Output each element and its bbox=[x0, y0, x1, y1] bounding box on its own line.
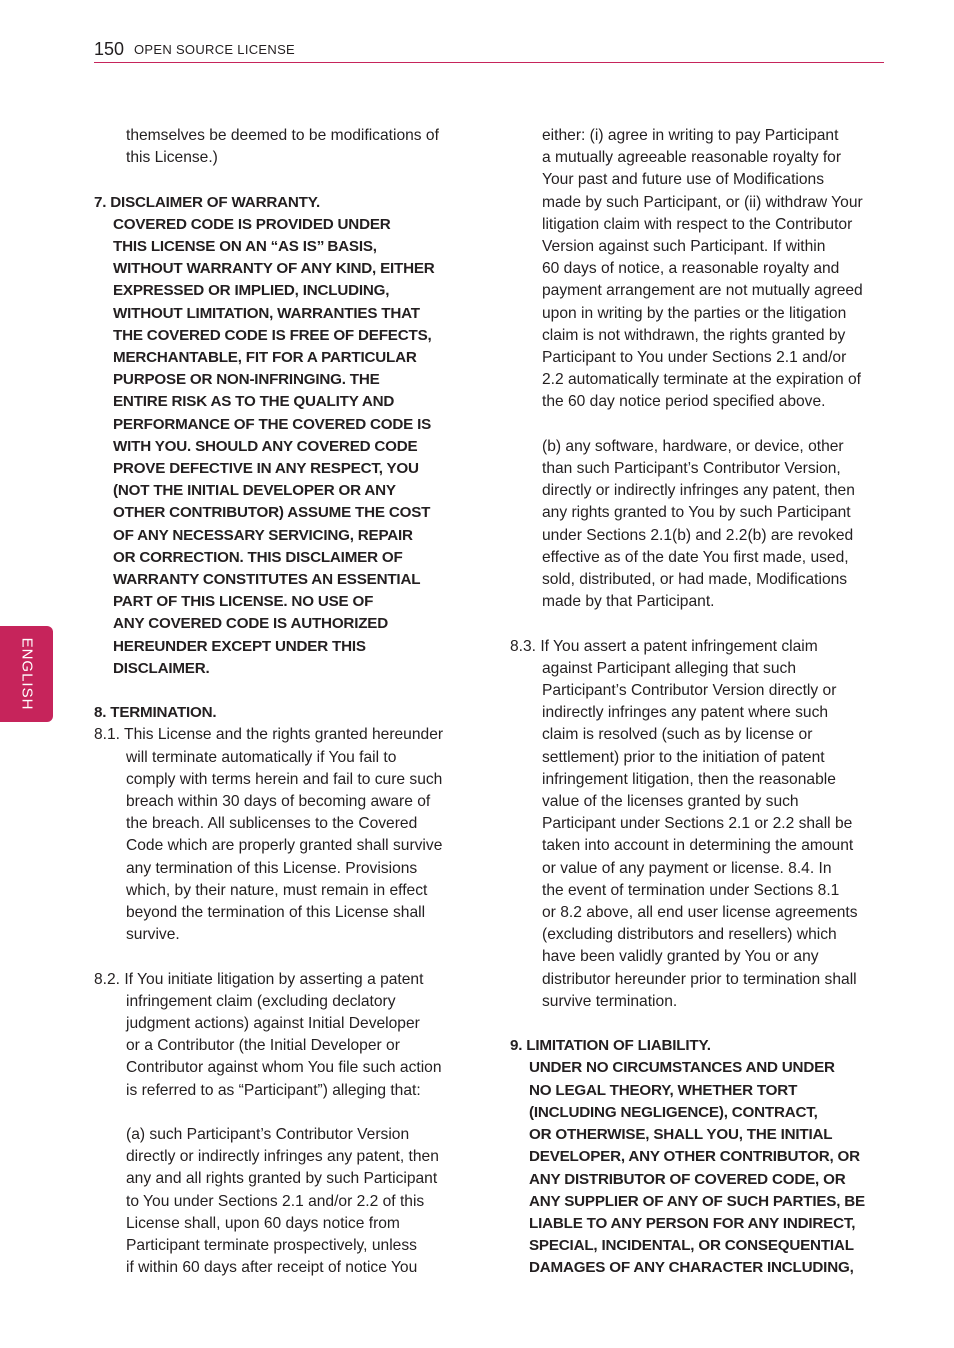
text-line: WITHOUT LIMITATION, WARRANTIES THAT bbox=[113, 304, 420, 322]
text-line: EXPRESSED OR IMPLIED, INCLUDING, bbox=[113, 282, 390, 300]
paragraph-continuation bbox=[94, 125, 474, 169]
clause-8-2-a bbox=[94, 1124, 474, 1279]
section-heading: 8. TERMINATION. bbox=[94, 704, 217, 722]
text-line: 60 days of notice, a reasonable royalty and bbox=[542, 260, 840, 278]
text-line: to You under Sections 2.1 and/or 2.2 of this bbox=[126, 1192, 425, 1210]
text-line: NO LEGAL THEORY, WHETHER TORT bbox=[529, 1081, 798, 1099]
clause-8-2 bbox=[94, 969, 474, 1102]
text-line: Contributor against whom You file such action bbox=[126, 1059, 442, 1077]
text-line: ANY DISTRIBUTOR OF COVERED CODE, OR bbox=[529, 1170, 846, 1188]
text-line: Your past and future use of Modifications bbox=[542, 171, 825, 189]
text-line: taken into account in determining the amount bbox=[542, 837, 854, 855]
text-line: the 60 day notice period specified above. bbox=[542, 393, 826, 411]
text-line: directly or indirectly infringes any patent, then bbox=[542, 482, 855, 500]
text-line: Version against such Participant. If within bbox=[542, 238, 826, 256]
text-line: made by such Participant, or (ii) withdraw Your bbox=[542, 193, 863, 211]
text-line: the breach. All sublicenses to the Covered bbox=[126, 815, 418, 833]
text-line: Participant terminate prospectively, unless bbox=[126, 1237, 417, 1255]
left-column bbox=[94, 125, 474, 1280]
section-7-disclaimer bbox=[94, 192, 474, 680]
text-line: MERCHANTABLE, FIT FOR A PARTICULAR bbox=[113, 349, 417, 367]
text-line: PURPOSE OR NON-INFRINGING. THE bbox=[113, 371, 380, 389]
text-line: is referred to as “Participant”) alleging that: bbox=[126, 1081, 421, 1099]
text-line: any and all rights granted by such Participant bbox=[126, 1170, 438, 1188]
text-line: WITHOUT WARRANTY OF ANY KIND, EITHER bbox=[113, 260, 435, 278]
text-line: 8.2. If You initiate litigation by asserting a patent bbox=[94, 970, 424, 988]
text-line: DAMAGES OF ANY CHARACTER INCLUDING, bbox=[529, 1259, 854, 1277]
text-line: survive termination. bbox=[542, 992, 678, 1010]
text-line: under Sections 2.1(b) and 2.2(b) are revoked bbox=[542, 526, 854, 544]
text-line: DEVELOPER, ANY OTHER CONTRIBUTOR, OR bbox=[529, 1148, 860, 1166]
text-line: themselves be deemed to be modifications of bbox=[126, 127, 439, 144]
text-line: OR CORRECTION. THIS DISCLAIMER OF bbox=[113, 548, 403, 566]
text-line: OR OTHERWISE, SHALL YOU, THE INITIAL bbox=[529, 1126, 833, 1144]
text-line: comply with terms herein and fail to cure such bbox=[126, 770, 443, 788]
text-line: License shall, upon 60 days notice from bbox=[126, 1214, 400, 1232]
text-line: claim is not withdrawn, the rights granted by bbox=[542, 326, 846, 344]
text-line: UNDER NO CIRCUMSTANCES AND UNDER bbox=[529, 1059, 835, 1077]
text-line: PROVE DEFECTIVE IN ANY RESPECT, YOU bbox=[113, 460, 419, 478]
section-heading: 9. LIMITATION OF LIABILITY. bbox=[510, 1037, 711, 1055]
text-line: will terminate automatically if You fail to bbox=[126, 748, 397, 766]
text-line: DISCLAIMER. bbox=[113, 659, 210, 677]
text-line: breach within 30 days of becoming aware of bbox=[126, 793, 431, 811]
language-tab-label: ENGLISH bbox=[18, 637, 36, 711]
text-line: which, by their nature, must remain in effect bbox=[126, 881, 428, 899]
text-line: litigation claim with respect to the Contributor bbox=[542, 215, 853, 233]
text-line: infringement litigation, then the reasonable bbox=[542, 770, 836, 788]
text-line: sold, distributed, or had made, Modifications bbox=[542, 571, 848, 589]
text-line: 8.1. This License and the rights granted hereunder bbox=[94, 726, 444, 744]
text-line: ENTIRE RISK AS TO THE QUALITY AND bbox=[113, 393, 395, 411]
text-line: (b) any software, hardware, or device, other bbox=[542, 437, 844, 455]
text-line: ANY SUPPLIER OF ANY OF SUCH PARTIES, BE bbox=[529, 1192, 865, 1210]
section-title: OPEN SOURCE LICENSE bbox=[134, 42, 296, 57]
text-line: Code which are properly granted shall survive bbox=[126, 837, 443, 855]
text-line: the event of termination under Sections 8.1 bbox=[542, 881, 840, 899]
text-line: effective as of the date You first made, used, bbox=[542, 548, 849, 566]
text-line: LIABLE TO ANY PERSON FOR ANY INDIRECT, bbox=[529, 1214, 856, 1232]
text-line: beyond the termination of this License shall bbox=[126, 904, 426, 922]
page-number: 150 bbox=[94, 39, 125, 59]
text-line: WITH YOU. SHOULD ANY COVERED CODE bbox=[113, 437, 418, 455]
text-line: OF ANY NECESSARY SERVICING, REPAIR bbox=[113, 526, 413, 544]
paragraph-continuation bbox=[510, 125, 890, 414]
section-9-limitation bbox=[510, 1035, 890, 1279]
text-line: Participant’s Contributor Version directly or bbox=[542, 682, 837, 700]
text-line: PART OF THIS LICENSE. NO USE OF bbox=[113, 593, 374, 611]
text-line: payment arrangement are not mutually agreed bbox=[542, 282, 863, 300]
text-line: ANY COVERED CODE IS AUTHORIZED bbox=[113, 615, 388, 633]
text-line: PERFORMANCE OF THE COVERED CODE IS bbox=[113, 415, 432, 433]
text-line: judgment actions) against Initial Developer bbox=[126, 1015, 420, 1033]
text-line: or 8.2 above, all end user license agreements bbox=[542, 904, 858, 922]
text-line: Participant to You under Sections 2.1 and/or bbox=[542, 349, 847, 367]
text-line: COVERED CODE IS PROVIDED UNDER bbox=[113, 215, 391, 233]
text-line: survive. bbox=[126, 926, 180, 944]
text-line: value of the licenses granted by such bbox=[542, 793, 799, 811]
text-line: infringement claim (excluding declatory bbox=[126, 992, 396, 1010]
text-line: WARRANTY CONSTITUTES AN ESSENTIAL bbox=[113, 571, 421, 589]
text-line: upon in writing by the parties or the litigation bbox=[542, 304, 847, 322]
text-line: claim is resolved (such as by license or bbox=[542, 726, 813, 744]
text-line: or value of any payment or license. 8.4. In bbox=[542, 859, 832, 877]
text-line: THIS LICENSE ON AN “AS IS’’ BASIS, bbox=[113, 238, 377, 255]
text-line: directly or indirectly infringes any patent, then bbox=[126, 1148, 439, 1166]
page-header bbox=[94, 38, 884, 64]
right-column bbox=[510, 125, 890, 1280]
text-line: settlement) prior to the initiation of patent bbox=[542, 748, 825, 766]
text-line: have been validly granted by You or any bbox=[542, 948, 819, 966]
section-heading: 7. DISCLAIMER OF WARRANTY. bbox=[94, 193, 320, 211]
text-line: any termination of this License. Provisions bbox=[126, 859, 418, 877]
text-line: SPECIAL, INCIDENTAL, OR CONSEQUENTIAL bbox=[529, 1237, 854, 1255]
text-line: or a Contributor (the Initial Developer or bbox=[126, 1037, 400, 1055]
text-line: either: (i) agree in writing to pay Participant bbox=[542, 127, 839, 144]
text-line: (NOT THE INITIAL DEVELOPER OR ANY bbox=[113, 482, 396, 500]
text-line: OTHER CONTRIBUTOR) ASSUME THE COST bbox=[113, 504, 431, 522]
text-line: HEREUNDER EXCEPT UNDER THIS bbox=[113, 637, 366, 655]
text-line: indirectly infringes any patent where such bbox=[542, 704, 829, 722]
text-line: Participant under Sections 2.1 or 2.2 shall be bbox=[542, 815, 853, 833]
text-line: this License.) bbox=[126, 149, 218, 167]
text-line: any rights granted to You by such Participant bbox=[542, 504, 851, 522]
text-line: than such Participant’s Contributor Version, bbox=[542, 460, 841, 478]
text-line: 2.2 automatically terminate at the expiration of bbox=[542, 371, 861, 389]
text-line: (excluding distributors and resellers) which bbox=[542, 926, 837, 944]
text-line: 8.3. If You assert a patent infringement claim bbox=[510, 637, 818, 655]
text-line: THE COVERED CODE IS FREE OF DEFECTS, bbox=[113, 326, 432, 344]
text-line: made by that Participant. bbox=[542, 593, 715, 611]
text-line: distributor hereunder prior to termination shall bbox=[542, 970, 857, 988]
text-line: against Participant alleging that such bbox=[542, 659, 796, 677]
clause-8-2-b bbox=[510, 436, 890, 614]
clause-8-1 bbox=[94, 724, 474, 946]
text-line: (a) such Participant’s Contributor Version bbox=[126, 1126, 410, 1144]
text-line: if within 60 days after receipt of notice You bbox=[126, 1259, 418, 1277]
text-line: (INCLUDING NEGLIGENCE), CONTRACT, bbox=[529, 1103, 818, 1121]
clause-8-3 bbox=[510, 636, 890, 1013]
header-divider bbox=[94, 62, 884, 63]
language-tab bbox=[0, 626, 53, 722]
text-line: a mutually agreeable reasonable royalty for bbox=[542, 149, 842, 167]
